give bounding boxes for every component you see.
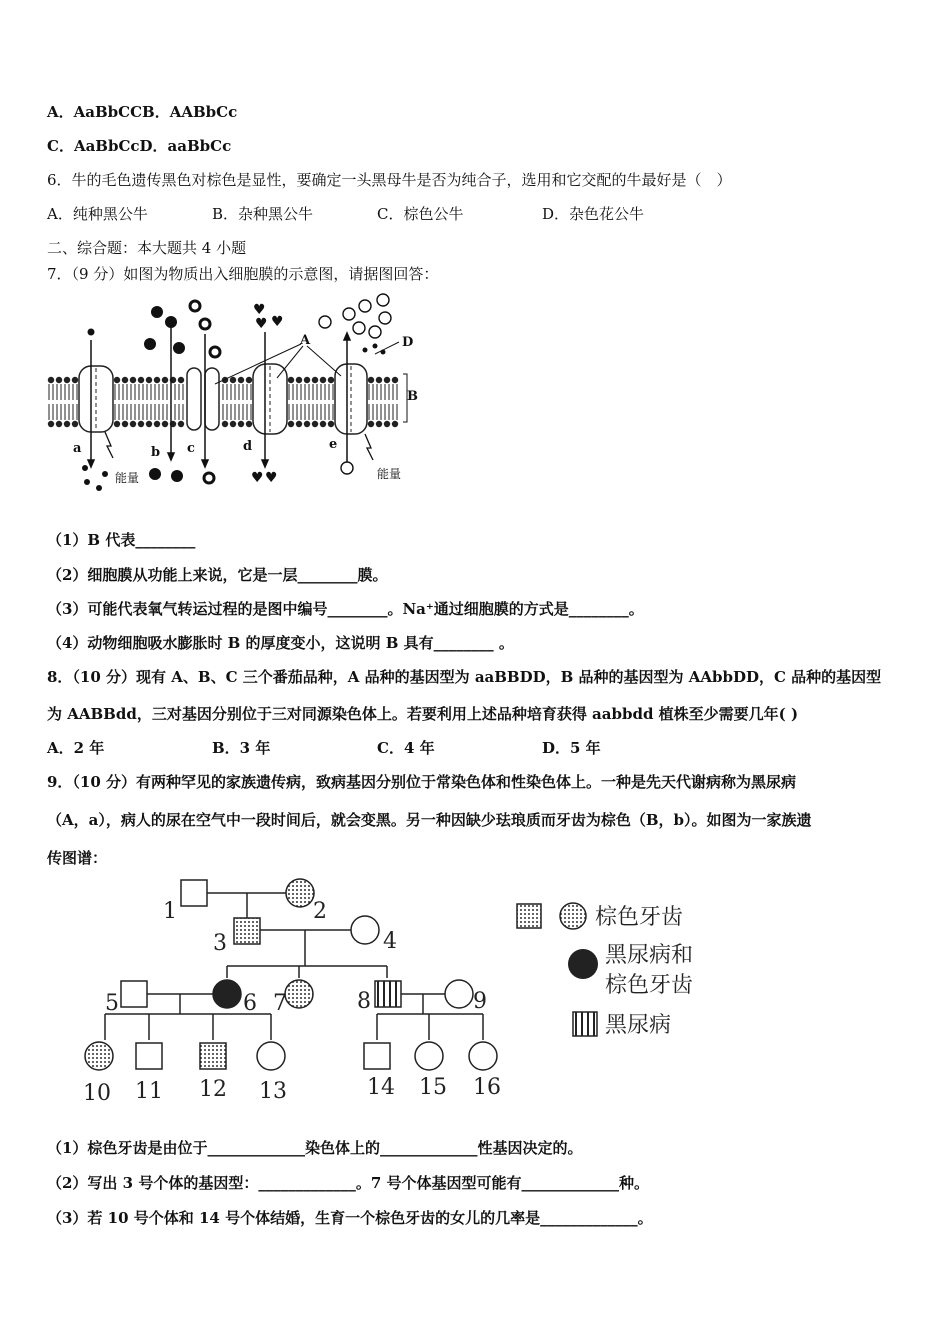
pedigree-legend xyxy=(517,903,693,1038)
q8-option-d: D．5 年 xyxy=(542,739,601,757)
label-b: B xyxy=(407,389,418,404)
individual-9: 9 xyxy=(473,989,487,1014)
q9-sub-2: （2）写出 3 号个体的基因型：_____________。7 号个体基因型可能有_____________种。 xyxy=(47,1174,649,1192)
energy-label-left: 能量 xyxy=(115,471,140,485)
q6-options xyxy=(47,204,907,224)
pedigree-figure xyxy=(75,868,735,1108)
svg-text:♥: ♥ xyxy=(265,470,278,486)
q8-option-a: A．2 年 xyxy=(47,739,105,757)
q8-option-b: B．3 年 xyxy=(212,739,271,757)
q7-sub-1: （1）B 代表________ xyxy=(47,531,196,549)
legend-brown-teeth: 棕色牙齿 xyxy=(595,905,684,930)
q7-sub-3: （3）可能代表氧气转运过程的是图中编号________。Na⁺通过细胞膜的方式是________。 xyxy=(47,600,644,618)
individual-11: 11 xyxy=(135,1079,163,1104)
label-b-lower: b xyxy=(151,445,161,460)
individual-16: 16 xyxy=(473,1075,501,1100)
q6-option-c: C．棕色公牛 xyxy=(377,205,464,223)
individual-7: 7 xyxy=(273,991,287,1016)
label-a: A xyxy=(300,333,311,348)
energy-label-right: 能量 xyxy=(377,467,402,481)
svg-text:♥: ♥ xyxy=(255,316,268,332)
q8-option-c: C．4 年 xyxy=(377,739,435,757)
legend-both-line-2: 棕色牙齿 xyxy=(605,973,694,998)
legend-alkaptonuria: 黑尿病 xyxy=(605,1013,672,1038)
q9-stem-line-3: 传图谱： xyxy=(47,849,108,867)
q9-sub-3: （3）若 10 号个体和 14 号个体结婚，生育一个棕色牙齿的女儿的几率是_____________。 xyxy=(47,1209,653,1227)
svg-text:♥: ♥ xyxy=(253,302,266,318)
q6-stem: 6．牛的毛色遗传黑色对棕色是显性，要确定一头黑母牛是否为纯合子，选用和它交配的牛最好是（ ） xyxy=(47,171,732,189)
q5-options-ab: A．AaBbCCB．AABbCc xyxy=(47,103,238,121)
q8-options xyxy=(47,738,907,758)
individual-6: 6 xyxy=(243,991,257,1016)
q9-sub-1: （1）棕色牙齿是由位于_____________染色体上的_____________性基因决定的。 xyxy=(47,1139,583,1157)
label-c-lower: c xyxy=(187,441,195,456)
individual-13: 13 xyxy=(259,1079,287,1104)
individual-2: 2 xyxy=(313,899,327,924)
individual-14: 14 xyxy=(367,1075,395,1100)
individual-3: 3 xyxy=(213,931,227,956)
q6-option-d: D．杂色花公牛 xyxy=(542,205,645,223)
q8-stem-line-2: 为 AABBdd，三对基因分别位于三对同源染色体上。若要利用上述品种培育获得 aabbdd 植株至少需要几年( ) xyxy=(47,705,799,723)
individual-4: 4 xyxy=(383,929,397,954)
q9-stem-line-1: 9．（10 分）有两种罕见的家族遗传病，致病基因分别位于常染色体和性染色体上。一种是先天代谢病称为黑尿病 xyxy=(47,773,797,791)
q8-stem-line-1: 8．（10 分）现有 A、B、C 三个番茄品种，A 品种的基因型为 aaBBDD，B 品种的基因型为 AAbbDD，C 品种的基因型 xyxy=(47,668,882,686)
svg-text:♥: ♥ xyxy=(251,470,264,486)
legend-both-line-1: 黑尿病和 xyxy=(605,943,694,968)
q6-option-b: B．杂种黑公牛 xyxy=(212,205,314,223)
membrane-transport-figure xyxy=(45,292,425,497)
q5-options-cd: C．AaBbCcD．aaBbCc xyxy=(47,137,232,155)
pedigree-lines xyxy=(105,893,483,1040)
q7-sub-2: （2）细胞膜从功能上来说，它是一层________膜。 xyxy=(47,566,388,584)
label-d-lower: d xyxy=(243,439,253,454)
q6-option-a: A．纯种黑公牛 xyxy=(47,205,148,223)
individual-15: 15 xyxy=(419,1075,447,1100)
section-2-title: 二、综合题：本大题共 4 小题 xyxy=(47,239,247,257)
label-d: D xyxy=(402,335,414,350)
q9-stem-line-2: （A，a），病人的尿在空气中一段时间后，就会变黑。另一种因缺少珐琅质而牙齿为棕色（B，b）。如图为一家族遗 xyxy=(47,811,812,829)
pedigree-individuals xyxy=(85,879,497,1070)
label-a-lower: a xyxy=(73,441,82,456)
individual-12: 12 xyxy=(199,1077,227,1102)
svg-text:♥: ♥ xyxy=(271,314,284,330)
individual-10: 10 xyxy=(83,1081,111,1106)
q7-stem: 7．（9 分）如图为物质出入细胞膜的示意图，请据图回答： xyxy=(47,265,439,283)
q7-sub-4: （4）动物细胞吸水膨胀时 B 的厚度变小，这说明 B 具有________ 。 xyxy=(47,634,514,652)
individual-1: 1 xyxy=(163,899,177,924)
individual-8: 8 xyxy=(357,989,371,1014)
label-e-lower: e xyxy=(329,437,338,452)
individual-5: 5 xyxy=(105,991,119,1016)
